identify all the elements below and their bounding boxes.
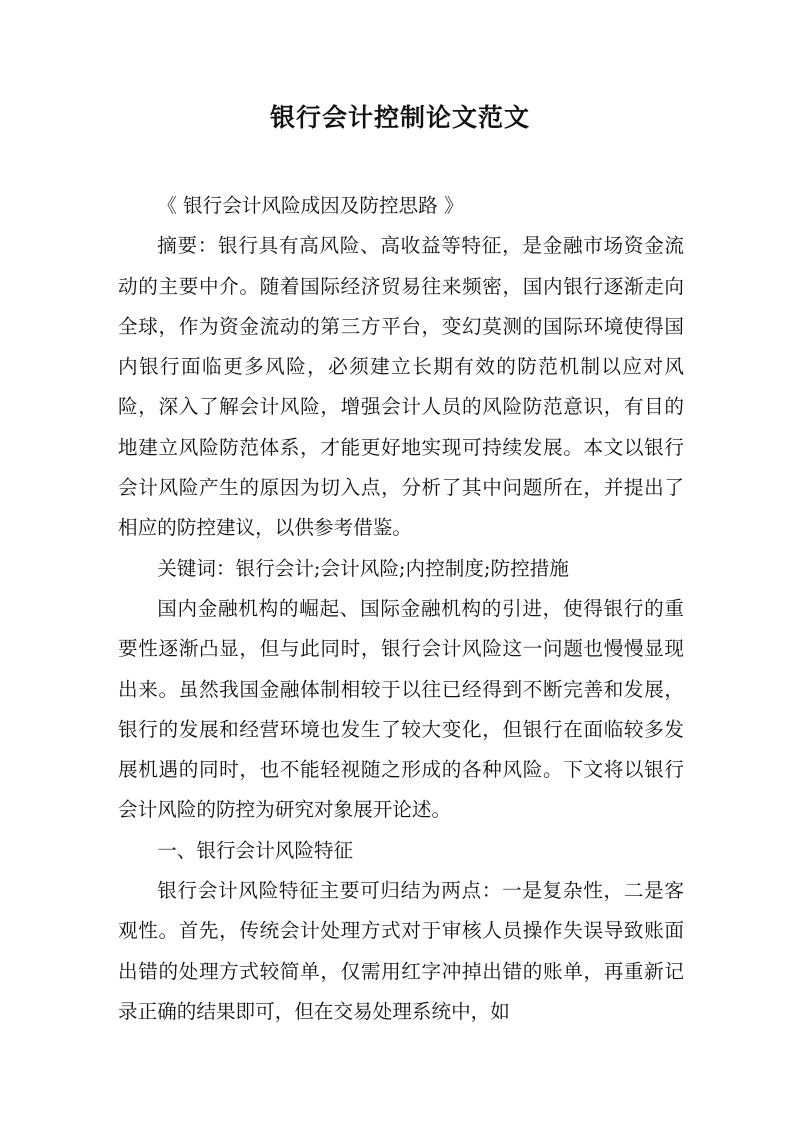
article-heading: 《 银行会计风险成因及防控思路 》 xyxy=(157,194,464,217)
document-title: 银行会计控制论文范文 xyxy=(269,103,530,132)
section-heading: 一、银行会计风险特征 xyxy=(157,838,354,862)
section-paragraph: 银行会计风险特征主要可归结为两点：一是复杂性，二是客观性。首先，传统会计处理方式对于审核人员操作失误导致账面出错的处理方式较简单，仅需用红字冲掉出错的账单，再重新记录正确的结果即可，但在交易处理系统中，如 xyxy=(118,879,684,1023)
document-body xyxy=(118,186,684,1032)
intro-paragraph: 国内金融机构的崛起、国际金融机构的引进，使得银行的重要性逐渐凸显，但与此同时，银行会计风险这一问题也慢慢显现出来。虽然我国金融体制相较于以往已经得到不断完善和发展，银行的发展和经营环境也发生了较大变化，但银行在面临较多发展机遇的同时，也不能轻视随之形成的各种风险。下文将以银行会计风险的防控为研究对象展开论述。 xyxy=(118,596,684,822)
abstract-paragraph: 摘要：银行具有高风险、高收益等特征，是金融市场资金流动的主要中介。随着国际经济贸易往来频密，国内银行逐渐走向全球，作为资金流动的第三方平台，变幻莫测的国际环境使得国内银行面临更多风险，必须建立长期有效的防范机制以应对风险，深入了解会计风险，增强会计人员的风险防范意识，有目的地建立风险防范体系，才能更好地实现可持续发展。本文以银行会计风险产生的原因为切入点，分析了其中问题所在，并提出了相应的防控建议，以供参考借鉴。 xyxy=(118,234,684,540)
keywords-paragraph: 关键词：银行会计;会计风险;内控制度;防控措施 xyxy=(157,556,569,580)
